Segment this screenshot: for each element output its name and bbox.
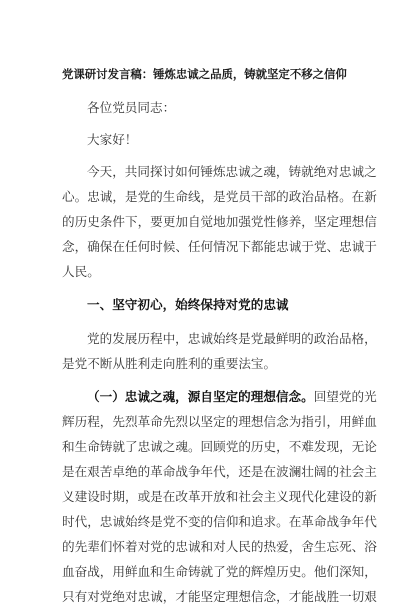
greeting: 大家好！ xyxy=(87,132,138,147)
subsection-line: 义建设时期，或是在改革开放和社会主义现代化建设的新 xyxy=(62,489,377,504)
intro-line: 心。忠诚，是党的生命线，是党员干部的政治品格。在新 xyxy=(62,189,377,204)
subsection-heading: （一）忠诚之魂，源自坚定的理想信念。 xyxy=(87,389,314,404)
subsection-line: 血奋战，用鲜血和生命铸就了党的辉煌历史。他们深知， xyxy=(62,564,377,579)
section-paragraph-line: 是党不断从胜利走向胜利的重要法宝。 xyxy=(62,356,277,371)
subsection-line: 和生命铸就了忠诚之魂。回顾党的历史，不难发现，无论 xyxy=(62,439,377,454)
subsection-first-line xyxy=(87,389,377,405)
subsection-text: 回望党的光 xyxy=(313,389,377,404)
salutation: 各位党员同志： xyxy=(87,100,176,115)
subsection-line: 时代，忠诚始终是党不变的信仰和追求。在革命战争年代 xyxy=(62,514,377,529)
intro-line: 人民。 xyxy=(62,264,100,279)
section-heading: 一、坚守初心，始终保持对党的忠诚 xyxy=(87,297,289,312)
intro-line: 念，确保在任何时候、任何情况下都能忠诚于党、忠诚于 xyxy=(62,239,377,254)
subsection-line: 辉历程，先烈革命先烈以坚定的理想信念为指引，用鲜血 xyxy=(62,414,377,429)
subsection-line: 的先辈们怀着对党的忠诚和对人民的热爱，舍生忘死、浴 xyxy=(62,539,377,554)
subsection-line: 是在艰苦卓绝的革命战争年代，还是在波澜壮阔的社会主 xyxy=(62,464,377,479)
intro-line: 今天，共同探讨如何锤炼忠诚之魂，铸就绝对忠诚之 xyxy=(87,164,377,179)
intro-line: 的历史条件下，要更加自觉地加强党性修养，坚定理想信 xyxy=(62,214,377,229)
section-paragraph-line: 党的发展历程中，忠诚始终是党最鲜明的政治品格， xyxy=(87,331,377,346)
document-title: 党课研讨发言稿：锤炼忠诚之品质，铸就坚定不移之信仰 xyxy=(62,67,347,81)
subsection-line: 只有对党绝对忠诚，才能坚定理想信念，才能战胜一切艰 xyxy=(62,589,377,604)
